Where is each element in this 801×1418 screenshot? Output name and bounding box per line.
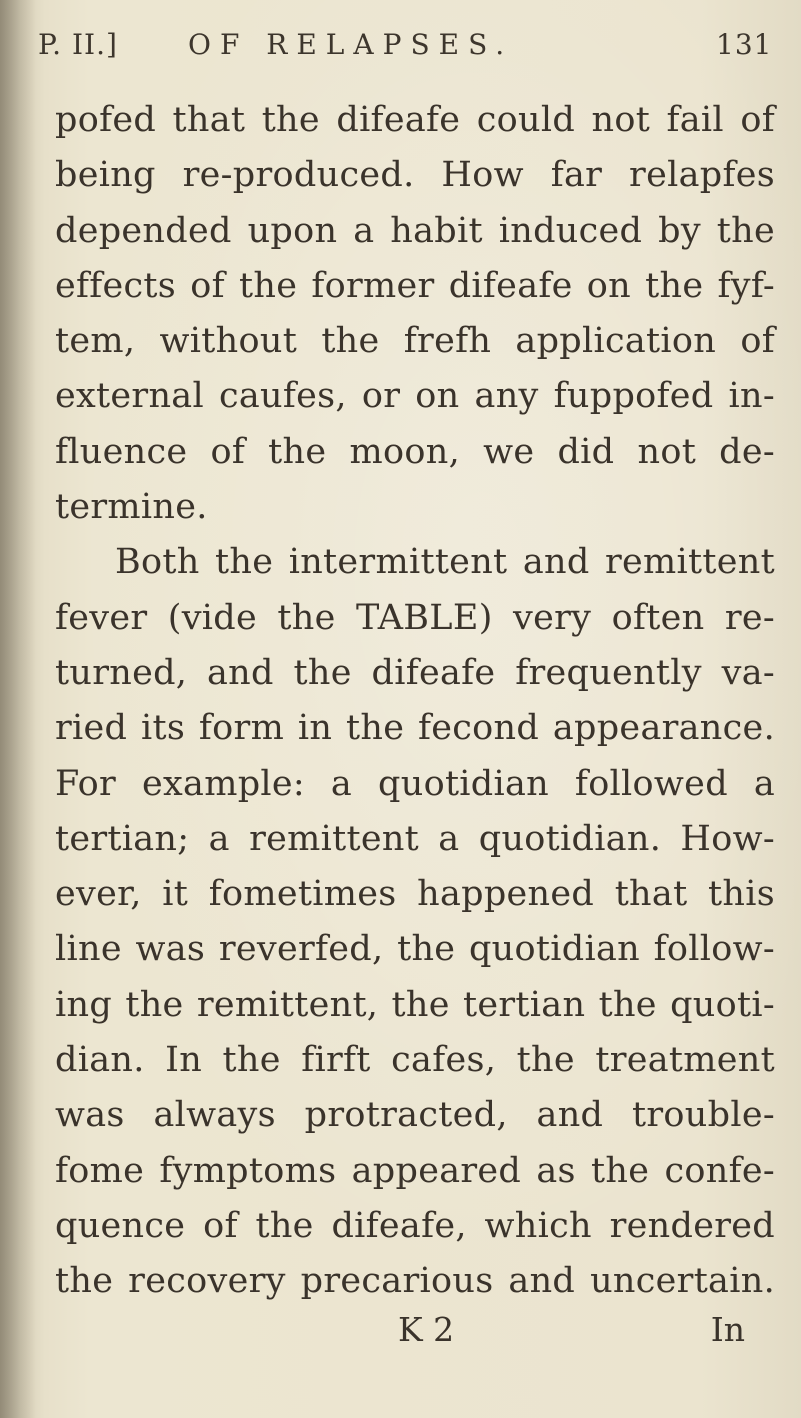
text-line: For example: a quotidian followed a [55,763,775,804]
text-line: external caufes, or on any fuppofed in- [55,376,775,417]
text-line: depended upon a habit induced by the [55,210,775,251]
page-number: 131 [716,28,773,61]
text-line: tertian; a remittent a quotidian. How- [55,818,775,859]
text-line: termine. [55,487,208,528]
text-line: was always protracted, and trouble- [55,1095,775,1136]
text-line: ever, it fometimes happened that this [55,874,775,915]
text-line: Both the intermittent and remittent [115,542,775,583]
text-line: turned, and the difeafe frequently va- [55,652,775,693]
page-footer [55,1310,745,1360]
text-line: the recovery precarious and uncertain. [55,1261,775,1302]
catchword: In [710,1310,745,1349]
text-line: tem, without the frefh application of [55,321,775,362]
running-head [18,28,778,68]
text-line: fome fymptoms appeared as the confe- [55,1150,775,1191]
text-line: being re-produced. How far relapfes [55,155,775,196]
running-head-part-section: P. II.] [38,28,118,61]
text-line: fever (vide the TABLE) very often re- [55,597,775,638]
text-line: ing the remittent, the tertian the quoti- [55,984,775,1025]
signature-mark: K 2 [398,1310,455,1349]
text-line: effects of the former difeafe on the fyf- [55,265,775,306]
running-head-title: OF RELAPSES. [188,28,514,61]
text-line: quence of the difeafe, which rendered [55,1205,775,1246]
body-text [55,93,775,1310]
text-line: dian. In the firft cafes, the treatment [55,1040,775,1081]
text-line: pofed that the difeafe could not fail of [55,100,775,140]
text-line: fluence of the moon, we did not de- [55,431,775,472]
gutter-shadow [0,0,36,1418]
text-line: line was reverfed, the quotidian follow- [55,929,775,970]
text-line: ried its form in the fecond appearance. [55,708,775,749]
